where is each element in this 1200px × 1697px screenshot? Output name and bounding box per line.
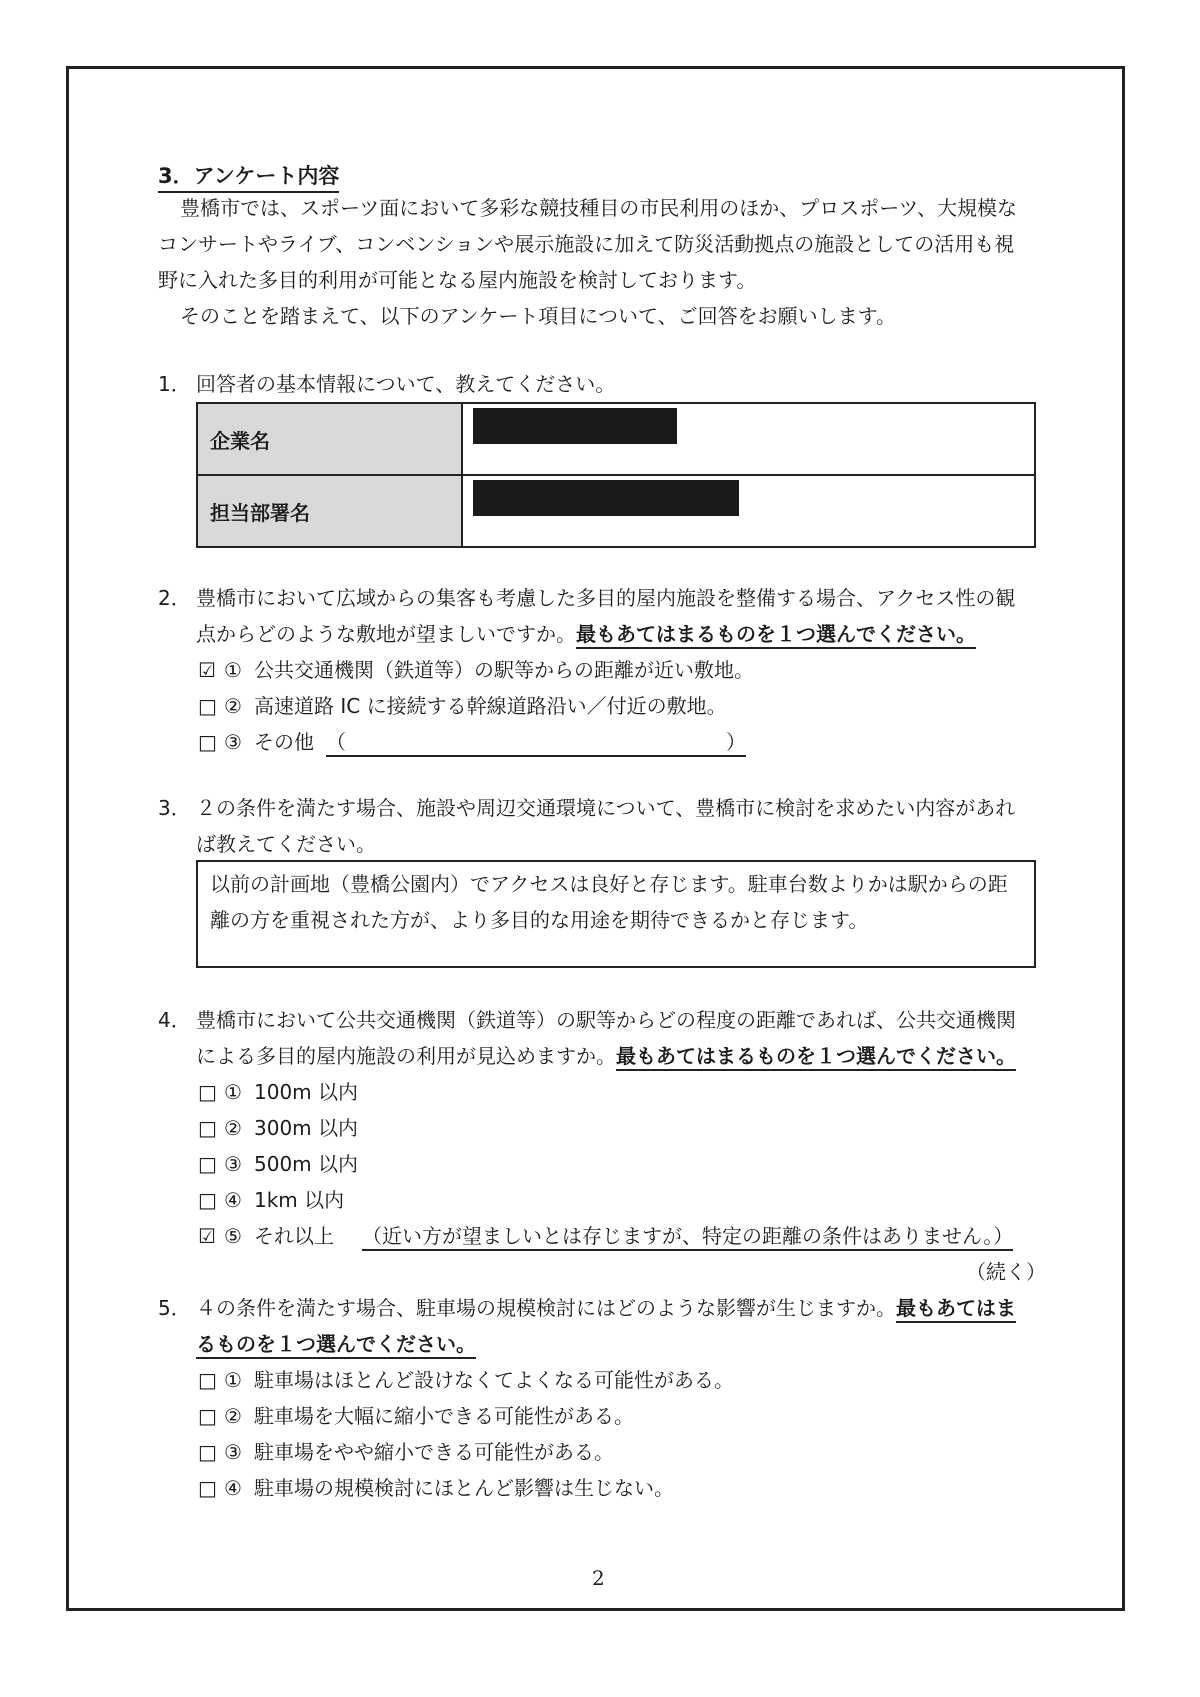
checkbox-checked-icon[interactable]: ☑ (198, 1224, 216, 1248)
option-number: ④ (224, 1188, 242, 1212)
option-text: 100m 以内 (254, 1080, 359, 1104)
q4-option-1[interactable] (198, 1074, 358, 1110)
checkbox-icon[interactable]: □ (198, 1116, 217, 1140)
q5-line-2 (196, 1326, 476, 1362)
option-text: それ以上 (254, 1224, 334, 1248)
other-blank-field[interactable]: （ ） (326, 730, 746, 757)
redaction-bar (473, 480, 739, 516)
option-number: ④ (224, 1476, 242, 1500)
option-text: 駐車場の規模検討にほとんど影響は生じない。 (254, 1476, 674, 1500)
q2-line-1: 豊橋市において広域からの集客も考慮した多目的屋内施設を整備する場合、アクセス性の観 (196, 586, 1016, 610)
option-number: ① (224, 1368, 242, 1392)
q1-text: 回答者の基本情報について、教えてください。 (196, 372, 616, 396)
option-text: 300m 以内 (254, 1116, 359, 1140)
q3-answer-box[interactable] (196, 860, 1036, 968)
section-title: 3．アンケート内容 (158, 160, 339, 193)
q5-option-1[interactable] (198, 1362, 734, 1398)
q4-option-2[interactable] (198, 1110, 358, 1146)
option-text: 駐車場はほとんど設けなくてよくなる可能性がある。 (254, 1368, 734, 1392)
option-text: その他 (254, 730, 314, 754)
table-row (197, 475, 1035, 547)
checkbox-icon[interactable]: □ (198, 1476, 217, 1500)
q2-emphasis: 最もあてはまるものを１つ選んでください。 (576, 622, 976, 649)
q2-number: 2． (158, 586, 191, 610)
checkbox-icon[interactable]: □ (198, 1404, 217, 1428)
option-number: ① (224, 658, 242, 682)
option-number: ② (224, 694, 242, 718)
q2-option-1[interactable] (198, 652, 754, 688)
department-name-label: 担当部署名 (197, 475, 462, 547)
option-number: ② (224, 1116, 242, 1140)
checkbox-icon[interactable]: □ (198, 1368, 217, 1392)
intro-line-3: 野に入れた多目的利用が可能となる屋内施設を検討しております。 (158, 268, 757, 292)
q2-option-3[interactable] (198, 724, 746, 760)
q2-line-2-text: 点からどのような敷地が望ましいですか。 (196, 622, 576, 646)
option-number: ② (224, 1404, 242, 1428)
option-number: ① (224, 1080, 242, 1104)
q4-option-5[interactable] (198, 1218, 1013, 1254)
checkbox-icon[interactable]: □ (198, 1188, 217, 1212)
checkbox-checked-icon[interactable]: ☑ (198, 658, 216, 682)
q2-line-2 (196, 616, 976, 652)
q4-emphasis: 最もあてはまるものを１つ選んでください。 (616, 1044, 1016, 1071)
table-row (197, 403, 1035, 475)
q2-option-2[interactable] (198, 688, 727, 724)
q4-line-2 (196, 1038, 1016, 1074)
checkbox-icon[interactable]: □ (198, 1440, 217, 1464)
checkbox-icon[interactable]: □ (198, 1080, 217, 1104)
company-name-value[interactable] (462, 403, 1035, 475)
q4-option-5-note: （近い方が望ましいとは存じますが、特定の距離の条件はありません。） (362, 1224, 1013, 1251)
option-number: ③ (224, 1440, 242, 1464)
q4-number: 4． (158, 1008, 191, 1032)
checkbox-icon[interactable]: □ (198, 694, 217, 718)
q4-option-3[interactable] (198, 1146, 358, 1182)
q5-emphasis-1: 最もあてはま (896, 1296, 1016, 1323)
checkbox-icon[interactable]: □ (198, 1152, 217, 1176)
q5-option-3[interactable] (198, 1434, 614, 1470)
q5-emphasis-2: るものを１つ選んでください。 (196, 1332, 476, 1359)
q4-option-4[interactable] (198, 1182, 344, 1218)
q5-line-1 (196, 1290, 1016, 1326)
q3-answer-line-1: 以前の計画地（豊橋公園内）でアクセスは良好と存じます。駐車台数よりかは駅からの距 (210, 872, 1008, 896)
option-text: 駐車場をやや縮小できる可能性がある。 (254, 1440, 614, 1464)
q3-line-1: ２の条件を満たす場合、施設や周辺交通環境について、豊橋市に検討を求めたい内容があれ (196, 796, 1016, 820)
q3-line-2: ば教えてください。 (196, 832, 376, 856)
option-text: 1km 以内 (254, 1188, 345, 1212)
q5-line-1-text: ４の条件を満たす場合、駐車場の規模検討にはどのような影響が生じますか。 (196, 1296, 896, 1320)
intro-line-1: 豊橋市では、スポーツ面において多彩な競技種目の市民利用のほか、プロスポーツ、大規模な (180, 196, 1017, 220)
q3-answer-line-2: 離の方を重視された方が、より多目的な用途を期待できるかと存じます。 (210, 908, 869, 932)
page-number: 2 (592, 1566, 605, 1590)
q3-number: 3． (158, 796, 191, 820)
option-text: 公共交通機関（鉄道等）の駅等からの距離が近い敷地。 (254, 658, 754, 682)
q4-line-2-text: による多目的屋内施設の利用が見込めますか。 (196, 1044, 616, 1068)
q5-option-2[interactable] (198, 1398, 634, 1434)
q4-line-1: 豊橋市において公共交通機関（鉄道等）の駅等からどの程度の距離であれば、公共交通機関 (196, 1008, 1016, 1032)
redaction-bar (473, 408, 677, 444)
q5-option-4[interactable] (198, 1470, 674, 1506)
respondent-info-table (196, 402, 1036, 548)
option-number: ③ (224, 730, 242, 754)
intro-line-2: コンサートやライブ、コンベンションや展示施設に加えて防災活動拠点の施設としての活用も視 (158, 232, 1015, 256)
option-text: 駐車場を大幅に縮小できる可能性がある。 (254, 1404, 634, 1428)
continued-label: （続く） (966, 1260, 1046, 1284)
q5-number: 5． (158, 1296, 191, 1320)
q1-number: 1． (158, 372, 191, 396)
checkbox-icon[interactable]: □ (198, 730, 217, 754)
company-name-label: 企業名 (197, 403, 462, 475)
option-text: 500m 以内 (254, 1152, 359, 1176)
option-number: ③ (224, 1152, 242, 1176)
intro-line-4: そのことを踏まえて、以下のアンケート項目について、ご回答をお願いします。 (180, 304, 896, 328)
department-name-value[interactable] (462, 475, 1035, 547)
option-text: 高速道路 IC に接続する幹線道路沿い／付近の敷地。 (254, 694, 727, 718)
option-number: ⑤ (224, 1224, 242, 1248)
